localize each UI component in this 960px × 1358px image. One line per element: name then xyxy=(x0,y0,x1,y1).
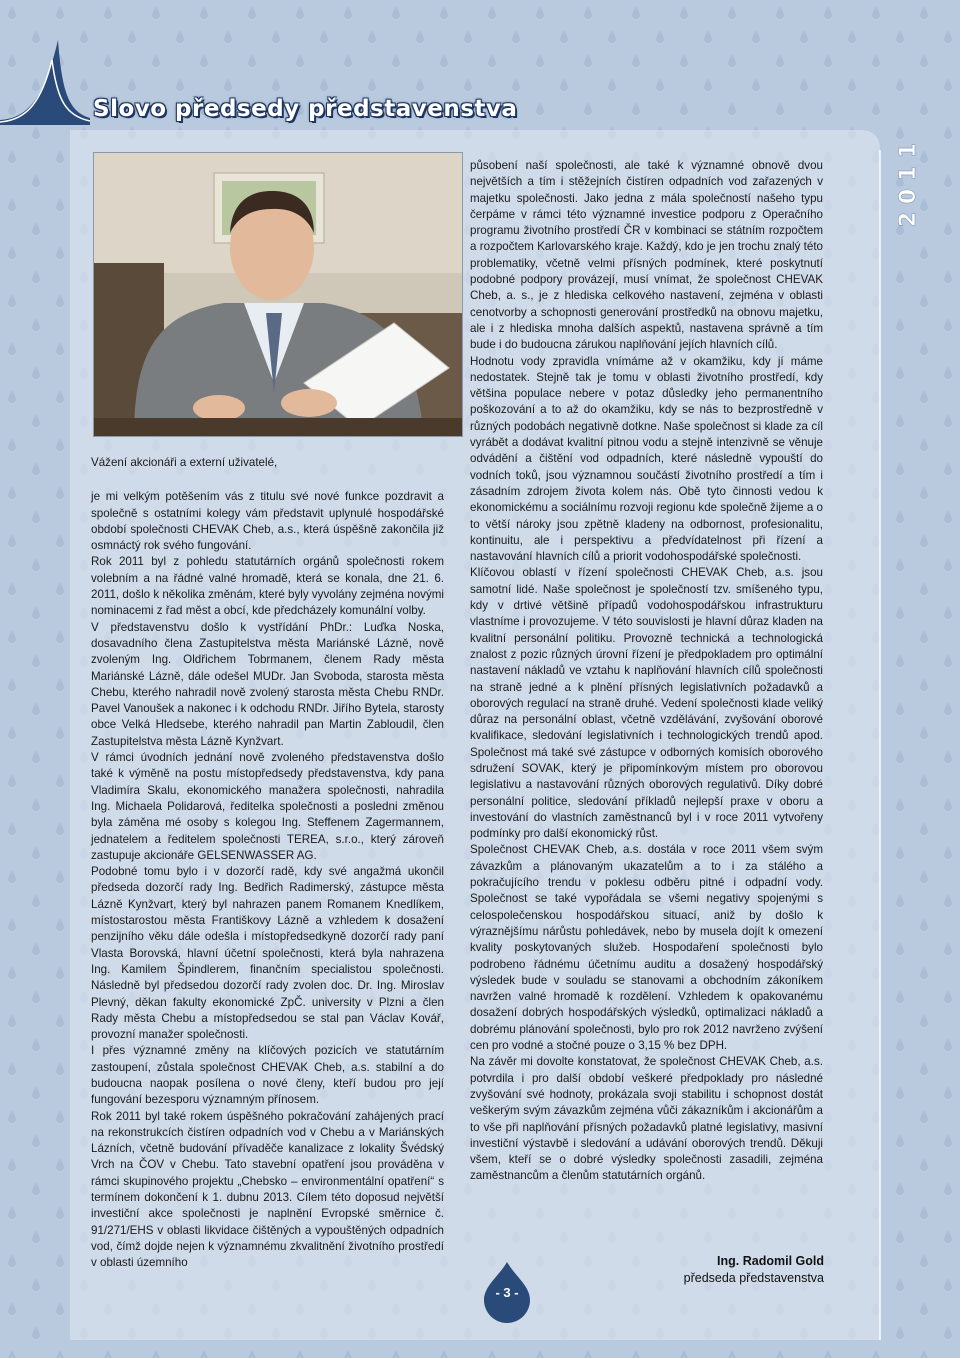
signature-name: Ing. Radomil Gold xyxy=(717,1254,824,1268)
paragraph: Na závěr mi dovolte konstatovat, že společnost CHEVAK Cheb, a.s. potvrdila i pro další období veškeré předpoklady pro následné zvyšování své hodnoty, prokázala svoji stabilitu i schopnost dostát veškerým svým závazkům zejména vůči zákazníkům i akcionářům a to vše při naplňování přísných požadavků platné legislativy, masivní investiční výstavbě i sledování a udávání oborových trendů. Děkuji všem, kteří se o dobré výsledky společnosti zasadili, zejména zaměstnancům a členům statutárních orgánů. xyxy=(470,1055,823,1183)
paragraph: Rok 2011 byl také rokem úspěšného pokračování zahájených prací na rekonstrukcích čistíren odpadních vod v Chebu a v Mariánských Lázních, včetně budování přívaděče kanalizace z lokality Švédský Vrch na ČOV v Chebu. Tato stavební opatření jsou prováděna v rámci skupinového projektu „Chebsko – environmentální opatření“ s termínem dokončení k 1. dubnu 2013. Cílem této doposud největší investiční akce společnosti je naplnění Evropské směrnice č. 91/271/EHS v oblasti likvidace čištěných a vypouštěných odpadních vod, čímž dojde nejen k významnému zkvalitnění životního prostředí v oblasti územního xyxy=(91,1109,444,1270)
svg-text:2 0 1 1: 2 0 1 1 xyxy=(896,142,921,228)
paragraph: Klíčovou oblastí v řízení společnosti CHEVAK Cheb, a.s. jsou samotní lidé. Naše společnost je společností tzv. smíšeného typu, kdy v drtivé většině případů vodohospodářskou infrastrukturu vlastníme i provozujeme. V této souvislosti je hlavní důraz kladen na kvalitní personální politiku. Provozně technická a technologická znalost z pozic různých úrovní řízení je předpokladem pro optimální nastavení nákladů ve vztahu k naplňování hlavních cílů společnosti na straně jedné a k plnění přísných legislativních požadavků a oborových regulací na straně druhé. Vedení společnosti klade veliký důraz na personální oblast, včetně vzdělávání, zvyšování oborové kvalifikace, sledování legislativních i technologických trendů apod. Společnost má také své zástupce v odborných komisích oborového sdružení SOVAK, který je připomínkovým místem pro oborovou legislativu a nastavování různých oborových regulativů. Díky dobré personální politice, sledování příkladů nejlepší praxe v oboru a investování do vlastních zaměstnanců byl i v roce 2011 vytvořeny podmínky pro další ekonomický růst. xyxy=(470,566,823,841)
paragraph: působení naší společnosti, ale také k významné obnově dvou největších a tím i stěžejních čistíren odpadních vod zařazených v majetku společnosti. Jako jedna z mála společností našeho typu čerpáme v rámci této významné investice podporu z Operačního programu životního prostředí ČR v kombinaci se státním rozpočtem a rozpočtem Karlovarského kraje. Každý, kdo je jen trochu znalý této problematiky, včetně velmi přísných podmínek, které poskytnutí podobné podpory provázejí, musí vnímat, že společnost CHEVAK Cheb, a. s., je z hlediska celkového nastavení, zejména v oblasti cenotvorby a schopnosti generování prostředků na obnovu majetku, ale i z hlediska mnoha dalších aspektů, nastavena správně a tím bude i do budoucna zárukou naplňování jejích hlavních cílů. xyxy=(470,159,823,352)
paragraph: je mi velkým potěšením vás z titulu své nové funkce pozdravit a společně s ostatními kolegy vám představit uplynulé hospodářské období společnosti CHEVAK Cheb, a.s., která úspěšně zakončila již osmnáctý rok svého fungování. xyxy=(91,490,444,553)
right-column xyxy=(470,158,823,1185)
chairman-photo xyxy=(93,152,463,437)
paragraph: Hodnotu vody zpravidla vnímáme až v okamžiku, kdy jí máme nedostatek. Stejně tak je tomu v oblasti životního prostředí, kdy většina populace nebere v potaz důsledky jeho permanentního poškozování a to až do okamžiku, kdy se nás to bezprostředně v různých podobách negativně dotkne. Naše společnost si klade za cíl vyrábět a dodávat kvalitní pitnou vodu a stejně intenzivně se věnuje odvádění a čištění vod odpadních, které následně vypouští do vodních toků, jsou významnou součástí životního prostředí a tím i zásadním zdrojem života kolem nás. Obě tyto činnosti vedou k ekonomickému a sociálnímu rozvoji regionu kde společně žijeme a o to větší nároky jsou zpětně kladeny na odbornost, profesionalitu, kontinuitu, ale i perspektivu a předvídatelnost při řízení a nastavování hlavních cílů a priorit vodohospodářské společnosti. xyxy=(470,354,823,564)
paragraph: V rámci úvodních jednání nově zvoleného představenstva došlo také k výměně na postu místopředsedy představenstva, kdy pana Vladimíra Skalu, ekonomického manažera společnosti, nahradila Ing. Michaela Polidarová, ředitelka společnosti a posledni změnou byla záměna mé osoby s kolegou Ing. Steffenem Zagermannem, jednatelem a ředitelem společnosti TEREA, s.r.o., který zároveň zastupuje akcionáře GELSENWASSER AG. xyxy=(91,751,444,862)
paragraph: Společnost CHEVAK Cheb, a.s. dostála v roce 2011 všem svým závazkům a plánovaným ukazatelům a to i za stálého a pokračujícího trendu v poklesu odběru pitné i odpadní vody. Společnost se také vypořádala se všemi negativy spojenými s celospolečenskou hospodářskou situací, aniž by došlo k výraznějšímu nárůstu pohledávek, nebo by musela dojít k omezení kvality poskytovaných služeb. Hospodaření společnosti bylo podrobeno řádnému účetnímu auditu a dosažený hospodářský výsledek bude v souladu se stanovami a obchodním zákoníkem navržen valné hromadě k rozdělení. Vzhledem k opakovanému dosažení dobrých hospodářských výsledků, optimalizaci nákladů a dobrému plánování společnosti, bylo pro rok 2012 navrženo zvýšení cen pro vodné a stočné pouze o 3,15 % bez DPH. xyxy=(470,843,823,1053)
page-title: Slovo předsedy představenstva xyxy=(93,96,518,122)
paragraph: Podobné tomu bylo i v dozorčí radě, kdy své angažmá ukončil předseda dozorčí rady Ing. Bedřich Radimerský, zástupce města Lázně Kynžvart, který byl nahrazen panem Romanem Knedlíkem, místostarostou města Františkovy Lázně a vzhledem k dosažení penzijního věku dále odešla i místopředsedkyně dozorčí rady paní Vlasta Borovská, hlavní účetní společnosti, která byla nahrazena Ing. Kamilem Špindlerem, finančním specialistou společnosti. Následně byl předsedou dozorčí rady zvolen doc. Dr. Ing. Miroslav Plevný, děkan fakulty ekonomické ZpČ. university v Plzni a člen Rady města Chebu a místopředsedou se stal pan Václav Kovář, provozní manažer společnosti. xyxy=(91,865,444,1042)
signature-role: předseda představenstva xyxy=(683,1271,824,1285)
year-label xyxy=(895,125,935,245)
paragraph: I přes významné změny na klíčových pozicích ve statutárním zastoupení, zůstala společnost CHEVAK Cheb, a.s. stabilní a do budoucna naopak posílena o nové členy, kteří budou pro její fungování bezesporu významným přínosem. xyxy=(91,1044,444,1107)
paragraph: V představenstvu došlo k vystřídání PhDr.: Luďka Noska, dosavadního člena Zastupitelstva města Mariánské Lázně, nově zvoleným Ing. Oldřichem Tobrmanem, členem Rady města Mariánské Lázně, dále odešel MUDr. Jan Svoboda, starosta města Chebu, kterého nahradil nově zvolený starosta města Chebu RNDr. Pavel Vanoušek a nakonec i k odchodu RNDr. Jiřího Bytela, starosty obce Velká Hledsebe, kterého nahradil pan Martin Zabloudil, člen Zastupitelstva města Lázně Kynžvart. xyxy=(91,620,444,748)
page-number: - 3 - xyxy=(495,1285,519,1300)
paragraph: Rok 2011 byl z pohledu statutárních orgánů společnosti rokem volebním a na řádné valné hromadě, která se konala, dne 21. 6. 2011, došlo k několika změnám, které byly vyvolány zejména novými nominacemi z řad měst a obcí, kde předcházely komunální volby. xyxy=(91,555,444,618)
greeting: Vážení akcionáři a externí uživatelé, xyxy=(91,456,278,469)
left-column xyxy=(91,455,444,1272)
